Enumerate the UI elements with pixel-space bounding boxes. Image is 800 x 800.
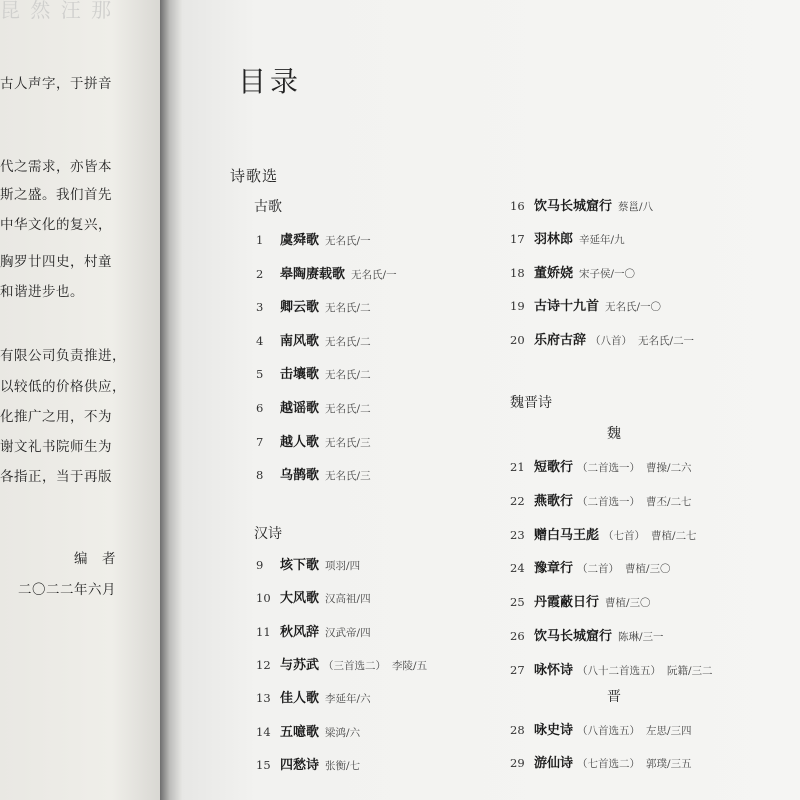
dynasty-wei-heading: 魏: [607, 426, 621, 442]
separator: /: [356, 626, 361, 639]
separator: /: [382, 268, 387, 281]
entry-number: 9: [256, 558, 264, 572]
separator: /: [356, 369, 361, 382]
section-heading: 诗歌选: [230, 167, 279, 185]
separator: /: [636, 301, 641, 314]
entry-author: 宋子侯: [579, 267, 611, 280]
entry-number: 26: [510, 629, 525, 643]
separator: /: [356, 693, 361, 706]
entry-title: 四愁诗: [280, 757, 320, 773]
toc-entry[interactable]: [256, 330, 371, 348]
entry-page-number: 三二: [691, 664, 713, 677]
separator: /: [356, 593, 361, 606]
entry-title: 豫章行: [534, 561, 574, 577]
separator: /: [667, 462, 671, 474]
separator: /: [356, 302, 361, 315]
entry-number: 3: [256, 300, 264, 315]
toc-entry[interactable]: [510, 195, 653, 213]
entry-number: 16: [510, 199, 525, 213]
left-page-line: 有限公司负责推进，: [0, 348, 126, 364]
entry-author: 左思: [646, 725, 668, 737]
separator: /: [672, 529, 676, 542]
left-page-line: 和谐进步也。: [0, 284, 84, 300]
entry-number: 19: [510, 299, 525, 314]
separator: /: [667, 725, 671, 737]
entry-title: 垓下歌: [280, 558, 320, 573]
separator: /: [610, 234, 615, 247]
entry-page-number: 二: [360, 335, 371, 348]
entry-page-number: 二: [360, 369, 371, 382]
entry-author: 曹植: [605, 597, 627, 610]
toc-entry[interactable]: [256, 229, 371, 247]
toc-entry[interactable]: [256, 721, 360, 739]
toc-entry[interactable]: [510, 262, 635, 280]
entry-title: 五噫歌: [280, 724, 320, 740]
entry-page-number: 九: [614, 234, 625, 247]
entry-page-number: 四: [349, 560, 361, 572]
toc-entry[interactable]: [256, 363, 371, 381]
entry-page-number: 二七: [675, 529, 697, 542]
toc-entry[interactable]: [510, 456, 692, 474]
entry-title: 虞舜歌: [280, 233, 320, 248]
entry-page-number: 三一: [642, 631, 664, 643]
entry-author: 蔡邕: [618, 201, 640, 213]
entry-number: 18: [510, 265, 525, 280]
entry-note: （三首选二）: [323, 659, 387, 672]
toc-entry[interactable]: [510, 659, 713, 677]
entry-page-number: 二六: [670, 462, 692, 474]
toc-entry[interactable]: [256, 554, 360, 572]
separator: /: [669, 334, 674, 347]
entry-page-number: 四: [360, 593, 371, 606]
entry-author: 无名氏: [351, 268, 383, 281]
entry-number: 7: [256, 434, 264, 449]
separator: /: [413, 659, 417, 672]
subsection-weijin: 魏晋诗: [510, 395, 552, 411]
entry-title: 古诗十九首: [534, 299, 600, 315]
entry-number: 15: [256, 757, 271, 772]
toc-entry[interactable]: [256, 654, 427, 672]
entry-author: 辛延年: [579, 234, 611, 247]
entry-number: 21: [510, 460, 525, 474]
entry-title: 大风歌: [280, 591, 320, 607]
entry-number: 1: [256, 233, 264, 247]
entry-title: 秋风辞: [280, 624, 320, 640]
entry-title: 赠白马王彪: [534, 527, 600, 543]
toc-entry[interactable]: [510, 591, 651, 609]
entry-author: 无名氏: [638, 334, 670, 347]
entry-author: 曹操: [646, 462, 668, 474]
bleed-through-text: 昆 然 汪 那: [0, 0, 114, 22]
subsection-hanshi: 汉诗: [254, 526, 282, 542]
separator: /: [639, 201, 643, 213]
entry-author: 汉高祖: [325, 593, 357, 606]
separator: /: [356, 335, 361, 348]
toc-entry[interactable]: [256, 296, 371, 314]
toc-page: [182, 0, 800, 800]
separator: /: [346, 759, 350, 772]
entry-number: 5: [256, 367, 264, 382]
separator: /: [667, 495, 671, 508]
entry-page-number: 一: [360, 235, 371, 247]
entry-author: 无名氏: [325, 335, 357, 348]
toc-entry[interactable]: [510, 228, 625, 246]
entry-page-number: 二: [360, 302, 371, 315]
entry-number: 14: [256, 724, 271, 739]
preface-date: 二〇二二年六月: [18, 582, 116, 598]
entry-author: 郭璞: [646, 758, 668, 770]
toc-entry[interactable]: [256, 464, 371, 482]
entry-number: 20: [510, 332, 525, 347]
left-page-line: 胸罗廿四史，村童: [0, 254, 112, 270]
toc-entry[interactable]: [256, 621, 371, 639]
entry-note: （二首选一）: [577, 462, 641, 474]
left-page-line: 斯之盛。我们首先: [0, 187, 112, 203]
separator: /: [346, 560, 350, 572]
entry-title: 皋陶赓载歌: [280, 266, 346, 282]
toc-entry[interactable]: [510, 557, 671, 575]
entry-page-number: 六: [349, 726, 361, 739]
entry-title: 董娇娆: [534, 265, 574, 281]
toc-entry[interactable]: [256, 397, 371, 415]
left-page-line: 各指正，当于再版: [0, 469, 112, 485]
separator: /: [646, 563, 650, 576]
toc-entry[interactable]: [256, 263, 397, 281]
entry-title: 越人歌: [280, 434, 320, 450]
entry-number: 28: [510, 723, 525, 737]
entry-title: 乐府古辞: [534, 332, 587, 348]
entry-author: 曹丕: [646, 495, 668, 508]
separator: /: [356, 436, 361, 449]
entry-page-number: 二: [360, 403, 371, 415]
entry-number: 22: [510, 493, 525, 508]
entry-author: 汉武帝: [325, 626, 357, 639]
entry-number: 25: [510, 595, 525, 610]
entry-title: 越谣歌: [280, 401, 320, 416]
entry-author: 曹植: [625, 563, 647, 576]
entry-author: 张衡: [325, 759, 347, 772]
toc-entry[interactable]: [510, 329, 694, 347]
separator: /: [356, 470, 361, 483]
dynasty-jin-heading: 晋: [607, 689, 621, 705]
entry-note: （八首）: [590, 334, 633, 347]
entry-number: 17: [510, 232, 525, 247]
entry-author: 曹植: [651, 529, 673, 542]
left-page-line: 古人声字，于拼音: [0, 76, 112, 92]
entry-number: 4: [256, 333, 264, 348]
entry-title: 游仙诗: [534, 756, 574, 771]
left-page-line: 代之需求，亦皆本: [0, 159, 112, 175]
separator: /: [356, 403, 361, 415]
separator: /: [346, 726, 350, 739]
entry-title: 羽林郎: [534, 232, 574, 248]
entry-page-number: 三五: [670, 758, 692, 770]
entry-author: 无名氏: [325, 403, 357, 415]
entry-title: 乌鹊歌: [280, 468, 320, 484]
entry-page-number: 八: [642, 201, 654, 213]
entry-author: 李延年: [325, 693, 357, 706]
left-page-line: 化推广之用，不为: [0, 409, 112, 425]
separator: /: [356, 235, 361, 247]
left-page-line: 谢文礼书院师生为: [0, 439, 112, 455]
entry-number: 2: [256, 266, 264, 281]
entry-page-number: 三四: [670, 725, 692, 737]
separator: /: [626, 597, 630, 610]
entry-title: 南风歌: [280, 333, 320, 349]
toc-entry[interactable]: [510, 295, 661, 313]
entry-number: 24: [510, 561, 525, 576]
entry-number: 8: [256, 468, 264, 483]
entry-title: 咏怀诗: [534, 662, 574, 678]
separator: /: [688, 664, 692, 677]
entry-page-number: 四: [360, 626, 371, 639]
entry-title: 卿云歌: [280, 300, 320, 316]
entry-note: （二首）: [577, 563, 620, 576]
entry-author: 无名氏: [605, 301, 637, 314]
entry-title: 燕歌行: [534, 493, 574, 509]
toc-entry[interactable]: [256, 587, 371, 605]
entry-author: 无名氏: [325, 436, 357, 449]
entry-title: 短歌行: [534, 460, 574, 475]
entry-author: 阮籍: [667, 664, 689, 677]
entry-author: 无名氏: [325, 302, 357, 315]
entry-number: 10: [256, 591, 271, 606]
toc-entry[interactable]: [510, 524, 697, 542]
entry-title: 佳人歌: [280, 691, 320, 707]
entry-number: 11: [256, 624, 271, 639]
entry-page-number: 五: [416, 659, 428, 672]
toc-entry[interactable]: [256, 687, 371, 705]
entry-page-number: 七: [349, 759, 361, 772]
entry-author: 无名氏: [325, 235, 357, 247]
entry-page-number: 二七: [670, 495, 692, 508]
entry-number: 23: [510, 527, 525, 542]
entry-page-number: 三〇: [649, 563, 671, 576]
toc-entry[interactable]: [510, 719, 692, 737]
toc-entry[interactable]: [510, 625, 664, 643]
separator: /: [610, 267, 615, 280]
entry-number: 6: [256, 401, 264, 415]
entry-number: 13: [256, 691, 271, 706]
entry-note: （七首选二）: [577, 758, 641, 770]
entry-note: （七首）: [603, 529, 646, 542]
entry-title: 饮马长城窟行: [534, 199, 613, 214]
separator: /: [667, 758, 671, 770]
entry-page-number: 一〇: [614, 267, 636, 280]
entry-title: 与苏武: [280, 657, 320, 673]
left-page-line: 中华文化的复兴，: [0, 217, 112, 233]
entry-author: 李陵: [392, 659, 414, 672]
entry-author: 无名氏: [325, 369, 357, 382]
entry-title: 丹霞蔽日行: [534, 595, 600, 611]
subsection-gushi: 古歌: [254, 199, 282, 215]
toc-entry[interactable]: [510, 752, 692, 770]
toc-entry[interactable]: [510, 490, 692, 508]
left-page-line: 以较低的价格供应，: [0, 379, 126, 395]
toc-entry[interactable]: [256, 754, 360, 772]
entry-number: 29: [510, 756, 525, 770]
entry-page-number: 二一: [673, 334, 695, 347]
entry-note: （二首选一）: [577, 495, 641, 508]
left-page: [0, 0, 160, 800]
entry-author: 梁鸿: [325, 726, 347, 739]
entry-number: 12: [256, 657, 271, 672]
entry-title: 击壤歌: [280, 367, 320, 383]
entry-page-number: 六: [360, 693, 371, 706]
entry-number: 27: [510, 662, 525, 677]
entry-page-number: 一: [386, 268, 397, 281]
entry-author: 陈琳: [618, 631, 640, 643]
entry-page-number: 三〇: [629, 597, 651, 610]
entry-title: 咏史诗: [534, 723, 574, 738]
entry-page-number: 三: [360, 470, 371, 483]
entry-author: 项羽: [325, 560, 347, 572]
entry-page-number: 一〇: [640, 301, 662, 314]
toc-entry[interactable]: [256, 431, 371, 449]
separator: /: [639, 631, 643, 643]
page-title: 目录: [238, 65, 303, 98]
entry-title: 饮马长城窟行: [534, 629, 613, 644]
book-spine: [160, 0, 182, 800]
entry-note: （八十二首选五）: [577, 664, 662, 677]
entry-author: 无名氏: [325, 470, 357, 483]
entry-page-number: 三: [360, 436, 371, 449]
entry-note: （八首选五）: [577, 725, 641, 737]
editor-signature: 编 者: [74, 551, 116, 567]
